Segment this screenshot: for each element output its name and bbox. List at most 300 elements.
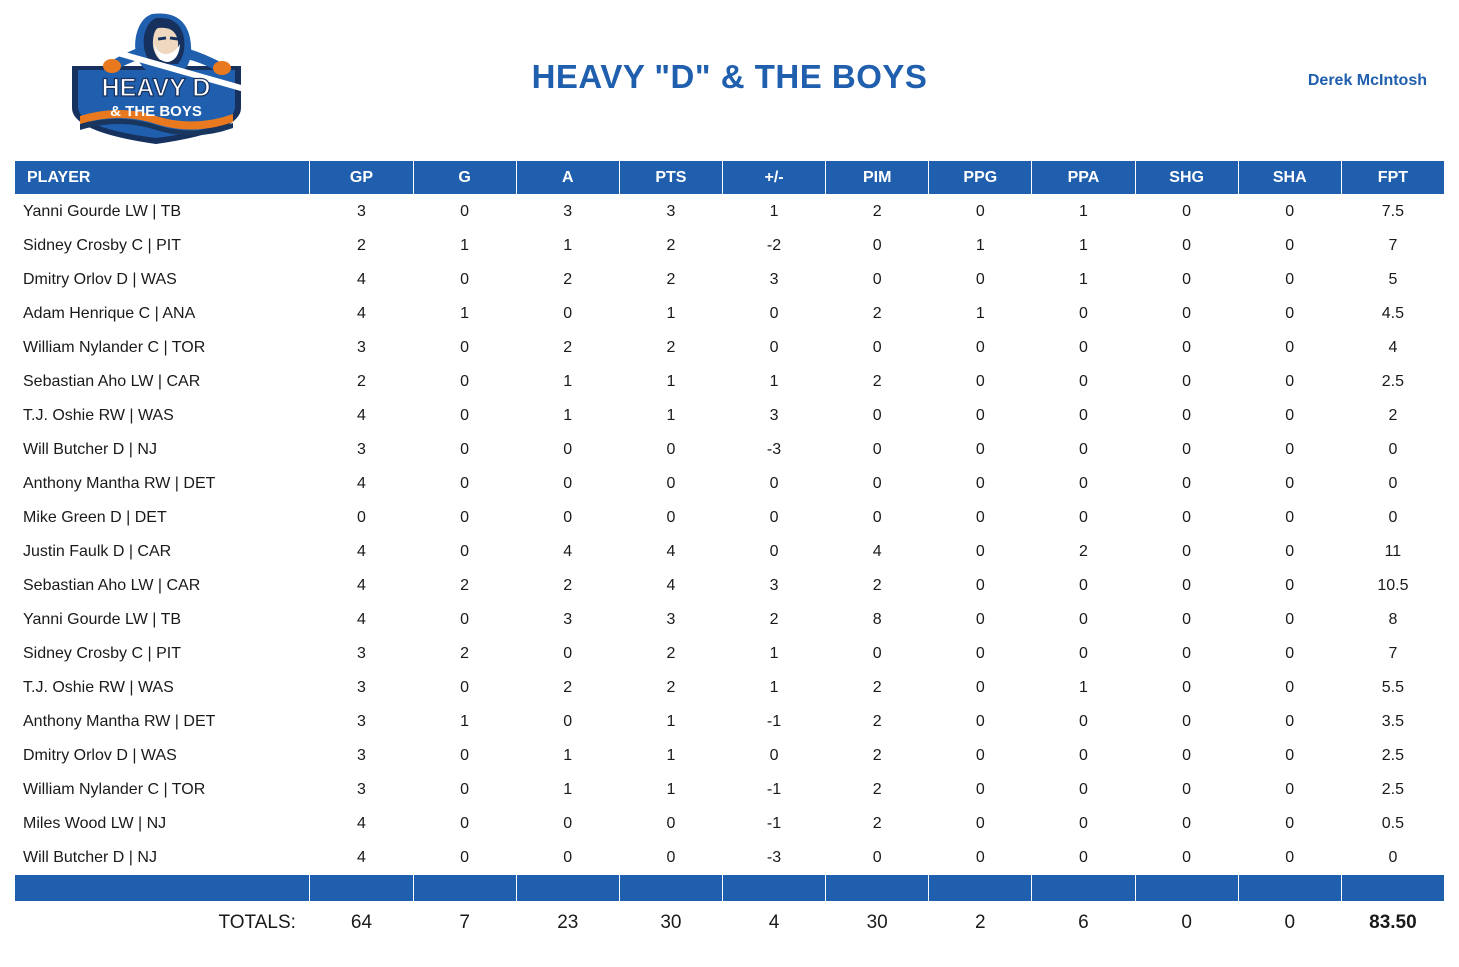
stat-cell-sha: 0	[1238, 671, 1341, 705]
stat-cell-pim: 4	[826, 535, 929, 569]
table-row	[15, 773, 1445, 807]
stat-cell-fpt: 2.5	[1341, 773, 1444, 807]
table-header-row	[15, 161, 1445, 195]
stat-cell-a: 2	[516, 569, 619, 603]
stat-cell-g: 0	[413, 399, 516, 433]
stat-cell-pim: 0	[826, 467, 929, 501]
stat-cell-g: 0	[413, 331, 516, 365]
stat-cell-pim: 0	[826, 229, 929, 263]
stat-cell-fpt: 3.5	[1341, 705, 1444, 739]
stat-cell-ppg: 0	[929, 365, 1032, 399]
stat-cell-sha: 0	[1238, 841, 1341, 875]
stat-cell-pm: -1	[722, 807, 825, 841]
stat-cell-fpt: 4	[1341, 331, 1444, 365]
stat-cell-shg: 0	[1135, 229, 1238, 263]
column-header-ppg[interactable]: PPG	[929, 161, 1032, 195]
stat-cell-pts: 3	[619, 195, 722, 229]
stat-cell-fpt: 4.5	[1341, 297, 1444, 331]
stat-cell-ppa: 0	[1032, 569, 1135, 603]
stat-cell-gp: 3	[310, 637, 413, 671]
stat-cell-gp: 4	[310, 569, 413, 603]
totals-row	[15, 902, 1445, 945]
stat-cell-ppg: 0	[929, 603, 1032, 637]
stat-cell-pm: 0	[722, 467, 825, 501]
stat-cell-gp: 3	[310, 739, 413, 773]
stat-cell-pm: 3	[722, 399, 825, 433]
stat-cell-ppa: 1	[1032, 671, 1135, 705]
stat-cell-fpt: 0	[1341, 433, 1444, 467]
stat-cell-ppg: 0	[929, 501, 1032, 535]
stat-cell-pim: 0	[826, 263, 929, 297]
stat-cell-ppa: 0	[1032, 467, 1135, 501]
stat-cell-gp: 4	[310, 399, 413, 433]
stat-cell-sha: 0	[1238, 569, 1341, 603]
page-header	[0, 0, 1459, 152]
table-row	[15, 501, 1445, 535]
stat-cell-fpt: 8	[1341, 603, 1444, 637]
stat-cell-pm: -1	[722, 705, 825, 739]
stat-cell-g: 2	[413, 637, 516, 671]
player-name-cell: Sebastian Aho LW | CAR	[15, 365, 310, 399]
totals-cell-ppg: 2	[929, 902, 1032, 945]
stat-cell-a: 3	[516, 195, 619, 229]
stat-cell-ppa: 0	[1032, 365, 1135, 399]
stat-cell-pim: 2	[826, 705, 929, 739]
stat-cell-ppg: 0	[929, 467, 1032, 501]
stat-cell-pim: 0	[826, 637, 929, 671]
stat-cell-a: 0	[516, 807, 619, 841]
totals-cell-g: 7	[413, 902, 516, 945]
table-row	[15, 195, 1445, 229]
stat-cell-pts: 1	[619, 399, 722, 433]
stat-cell-fpt: 11	[1341, 535, 1444, 569]
stat-cell-pim: 8	[826, 603, 929, 637]
stat-cell-pts: 1	[619, 705, 722, 739]
stat-cell-ppg: 0	[929, 705, 1032, 739]
stat-cell-pts: 0	[619, 501, 722, 535]
stat-cell-gp: 2	[310, 229, 413, 263]
stat-cell-sha: 0	[1238, 263, 1341, 297]
stat-cell-a: 0	[516, 501, 619, 535]
stat-cell-g: 0	[413, 467, 516, 501]
stat-cell-ppa: 0	[1032, 637, 1135, 671]
totals-cell-pim: 30	[826, 902, 929, 945]
divider-cell	[15, 875, 310, 902]
stat-cell-pts: 2	[619, 331, 722, 365]
stat-cell-pim: 2	[826, 807, 929, 841]
logo-text-top: HEAVY D	[101, 74, 211, 102]
stat-cell-fpt: 2	[1341, 399, 1444, 433]
player-name-cell: Mike Green D | DET	[15, 501, 310, 535]
player-stats-table	[14, 160, 1445, 944]
stat-cell-pim: 0	[826, 399, 929, 433]
stat-cell-pts: 2	[619, 637, 722, 671]
stat-cell-shg: 0	[1135, 331, 1238, 365]
stat-cell-fpt: 7.5	[1341, 195, 1444, 229]
column-header-shg[interactable]: SHG	[1135, 161, 1238, 195]
stat-cell-a: 1	[516, 773, 619, 807]
stat-cell-g: 0	[413, 671, 516, 705]
stat-cell-ppa: 0	[1032, 433, 1135, 467]
stat-cell-ppa: 1	[1032, 263, 1135, 297]
column-header-g[interactable]: G	[413, 161, 516, 195]
stat-cell-shg: 0	[1135, 739, 1238, 773]
stat-cell-sha: 0	[1238, 807, 1341, 841]
player-name-cell: Miles Wood LW | NJ	[15, 807, 310, 841]
player-name-cell: Dmitry Orlov D | WAS	[15, 263, 310, 297]
stat-cell-fpt: 7	[1341, 229, 1444, 263]
stat-cell-pts: 4	[619, 569, 722, 603]
stat-cell-shg: 0	[1135, 433, 1238, 467]
stat-cell-shg: 0	[1135, 773, 1238, 807]
stat-cell-pts: 0	[619, 467, 722, 501]
totals-cell-ppa: 6	[1032, 902, 1135, 945]
stat-cell-gp: 4	[310, 263, 413, 297]
stat-cell-a: 0	[516, 433, 619, 467]
stat-cell-ppg: 0	[929, 399, 1032, 433]
table-row	[15, 467, 1445, 501]
stat-cell-g: 0	[413, 433, 516, 467]
stat-cell-ppg: 0	[929, 535, 1032, 569]
stat-cell-a: 3	[516, 603, 619, 637]
logo-text-bottom: & THE BOYS	[110, 103, 202, 120]
table-row	[15, 229, 1445, 263]
stat-cell-fpt: 0	[1341, 501, 1444, 535]
stat-cell-shg: 0	[1135, 399, 1238, 433]
stat-cell-pts: 2	[619, 229, 722, 263]
stat-cell-pts: 2	[619, 671, 722, 705]
player-name-cell: Sidney Crosby C | PIT	[15, 637, 310, 671]
stat-cell-sha: 0	[1238, 773, 1341, 807]
stat-cell-pm: 3	[722, 263, 825, 297]
stat-cell-pm: 2	[722, 603, 825, 637]
stat-cell-sha: 0	[1238, 229, 1341, 263]
column-header-pim[interactable]: PIM	[826, 161, 929, 195]
stat-cell-a: 1	[516, 399, 619, 433]
stat-cell-ppg: 1	[929, 297, 1032, 331]
stat-cell-ppa: 0	[1032, 841, 1135, 875]
divider-cell	[826, 875, 929, 902]
column-header-ppa[interactable]: PPA	[1032, 161, 1135, 195]
stat-cell-a: 0	[516, 841, 619, 875]
table-row	[15, 637, 1445, 671]
player-name-cell: Yanni Gourde LW | TB	[15, 195, 310, 229]
stat-cell-ppg: 0	[929, 331, 1032, 365]
stat-cell-pts: 4	[619, 535, 722, 569]
column-header-a[interactable]: A	[516, 161, 619, 195]
stat-cell-fpt: 2.5	[1341, 739, 1444, 773]
stat-cell-shg: 0	[1135, 297, 1238, 331]
stat-cell-sha: 0	[1238, 739, 1341, 773]
stat-cell-sha: 0	[1238, 297, 1341, 331]
stat-cell-ppg: 0	[929, 263, 1032, 297]
stat-cell-g: 0	[413, 841, 516, 875]
totals-cell-fpt: 83.50	[1341, 902, 1444, 945]
player-name-cell: Justin Faulk D | CAR	[15, 535, 310, 569]
totals-label: TOTALS:	[15, 902, 310, 945]
stat-cell-sha: 0	[1238, 603, 1341, 637]
table-row	[15, 433, 1445, 467]
stat-cell-shg: 0	[1135, 569, 1238, 603]
column-header-plusminus[interactable]: +/-	[722, 161, 825, 195]
stat-cell-shg: 0	[1135, 195, 1238, 229]
stat-cell-shg: 0	[1135, 263, 1238, 297]
stat-cell-pm: 0	[722, 535, 825, 569]
player-name-cell: Anthony Mantha RW | DET	[15, 705, 310, 739]
stat-cell-g: 0	[413, 603, 516, 637]
stat-cell-gp: 4	[310, 467, 413, 501]
stat-cell-sha: 0	[1238, 535, 1341, 569]
player-name-cell: Dmitry Orlov D | WAS	[15, 739, 310, 773]
stat-cell-gp: 4	[310, 841, 413, 875]
table-row	[15, 603, 1445, 637]
stat-cell-sha: 0	[1238, 467, 1341, 501]
table-row	[15, 569, 1445, 603]
stat-cell-pm: 1	[722, 365, 825, 399]
stat-cell-pim: 2	[826, 773, 929, 807]
table-row	[15, 671, 1445, 705]
stat-cell-pim: 2	[826, 671, 929, 705]
totals-cell-sha: 0	[1238, 902, 1341, 945]
stat-cell-gp: 3	[310, 195, 413, 229]
stat-cell-pts: 2	[619, 263, 722, 297]
divider-cell	[1341, 875, 1444, 902]
totals-cell-pts: 30	[619, 902, 722, 945]
stat-cell-pm: -2	[722, 229, 825, 263]
stat-cell-gp: 2	[310, 365, 413, 399]
stat-cell-a: 1	[516, 739, 619, 773]
stat-cell-gp: 3	[310, 433, 413, 467]
table-divider-row	[15, 875, 1445, 902]
player-name-cell: Sebastian Aho LW | CAR	[15, 569, 310, 603]
stat-cell-g: 0	[413, 739, 516, 773]
stat-cell-pts: 3	[619, 603, 722, 637]
table-row	[15, 297, 1445, 331]
stat-cell-shg: 0	[1135, 637, 1238, 671]
divider-cell	[929, 875, 1032, 902]
stat-cell-pim: 0	[826, 433, 929, 467]
player-name-cell: Anthony Mantha RW | DET	[15, 467, 310, 501]
totals-cell-a: 23	[516, 902, 619, 945]
stat-cell-g: 2	[413, 569, 516, 603]
stat-cell-sha: 0	[1238, 705, 1341, 739]
player-name-cell: T.J. Oshie RW | WAS	[15, 399, 310, 433]
stat-cell-ppa: 0	[1032, 297, 1135, 331]
table-row	[15, 807, 1445, 841]
divider-cell	[1238, 875, 1341, 902]
stat-cell-pts: 1	[619, 773, 722, 807]
stat-cell-a: 0	[516, 705, 619, 739]
totals-cell-pm: 4	[722, 902, 825, 945]
stat-cell-pm: -3	[722, 841, 825, 875]
stat-cell-sha: 0	[1238, 501, 1341, 535]
stat-cell-ppg: 0	[929, 739, 1032, 773]
stat-cell-fpt: 2.5	[1341, 365, 1444, 399]
stat-cell-a: 4	[516, 535, 619, 569]
stat-cell-gp: 4	[310, 535, 413, 569]
stat-cell-pim: 2	[826, 297, 929, 331]
stats-table-container	[14, 160, 1445, 944]
stat-cell-ppg: 0	[929, 569, 1032, 603]
stat-cell-ppg: 0	[929, 671, 1032, 705]
stat-cell-g: 0	[413, 807, 516, 841]
player-name-cell: William Nylander C | TOR	[15, 331, 310, 365]
divider-cell	[619, 875, 722, 902]
stat-cell-pm: 1	[722, 637, 825, 671]
stat-cell-g: 1	[413, 229, 516, 263]
stat-cell-fpt: 7	[1341, 637, 1444, 671]
stat-cell-sha: 0	[1238, 399, 1341, 433]
stat-cell-g: 0	[413, 773, 516, 807]
table-row	[15, 841, 1445, 875]
table-row	[15, 365, 1445, 399]
stat-cell-pim: 0	[826, 501, 929, 535]
stat-cell-ppa: 0	[1032, 739, 1135, 773]
stat-cell-ppa: 2	[1032, 535, 1135, 569]
stat-cell-ppg: 0	[929, 637, 1032, 671]
stat-cell-ppa: 0	[1032, 705, 1135, 739]
stat-cell-fpt: 5	[1341, 263, 1444, 297]
stat-cell-fpt: 0.5	[1341, 807, 1444, 841]
stat-cell-gp: 0	[310, 501, 413, 535]
stat-cell-ppa: 0	[1032, 501, 1135, 535]
stat-cell-pts: 1	[619, 365, 722, 399]
stat-cell-fpt: 10.5	[1341, 569, 1444, 603]
page-title: HEAVY "D" & THE BOYS	[531, 58, 928, 95]
player-name-cell: Will Butcher D | NJ	[15, 841, 310, 875]
stat-cell-a: 2	[516, 263, 619, 297]
stat-cell-sha: 0	[1238, 331, 1341, 365]
table-row	[15, 535, 1445, 569]
stat-cell-pm: 3	[722, 569, 825, 603]
stat-cell-a: 2	[516, 331, 619, 365]
stat-cell-ppa: 0	[1032, 807, 1135, 841]
stat-cell-pim: 2	[826, 365, 929, 399]
stat-cell-g: 1	[413, 297, 516, 331]
stat-cell-pts: 0	[619, 807, 722, 841]
stat-cell-pts: 0	[619, 433, 722, 467]
stat-cell-shg: 0	[1135, 365, 1238, 399]
stat-cell-pim: 2	[826, 195, 929, 229]
stat-cell-pm: -3	[722, 433, 825, 467]
table-row	[15, 705, 1445, 739]
stat-cell-a: 1	[516, 229, 619, 263]
stat-cell-ppa: 0	[1032, 399, 1135, 433]
stat-cell-fpt: 0	[1341, 467, 1444, 501]
divider-cell	[516, 875, 619, 902]
player-name-cell: Sidney Crosby C | PIT	[15, 229, 310, 263]
totals-cell-shg: 0	[1135, 902, 1238, 945]
stat-cell-pim: 0	[826, 841, 929, 875]
stat-cell-shg: 0	[1135, 535, 1238, 569]
player-name-cell: Will Butcher D | NJ	[15, 433, 310, 467]
stat-cell-pm: 0	[722, 739, 825, 773]
divider-cell	[310, 875, 413, 902]
table-body	[15, 195, 1445, 945]
column-header-sha[interactable]: SHA	[1238, 161, 1341, 195]
table-row	[15, 739, 1445, 773]
stat-cell-pim: 2	[826, 569, 929, 603]
player-name-cell: William Nylander C | TOR	[15, 773, 310, 807]
stat-cell-sha: 0	[1238, 637, 1341, 671]
column-header-player[interactable]: PLAYER	[15, 161, 310, 195]
divider-cell	[722, 875, 825, 902]
stat-cell-gp: 3	[310, 671, 413, 705]
stat-cell-pim: 0	[826, 331, 929, 365]
stat-cell-sha: 0	[1238, 195, 1341, 229]
player-name-cell: Adam Henrique C | ANA	[15, 297, 310, 331]
stat-cell-a: 0	[516, 467, 619, 501]
stat-cell-pm: 1	[722, 671, 825, 705]
stat-cell-a: 2	[516, 671, 619, 705]
stat-cell-ppg: 0	[929, 433, 1032, 467]
team-owner-name: Derek McIntosh	[1307, 72, 1427, 89]
stat-cell-shg: 0	[1135, 671, 1238, 705]
stat-cell-g: 0	[413, 263, 516, 297]
stat-cell-g: 0	[413, 535, 516, 569]
stat-cell-pm: 0	[722, 501, 825, 535]
stat-cell-ppa: 0	[1032, 773, 1135, 807]
column-header-gp[interactable]: GP	[310, 161, 413, 195]
stat-cell-g: 0	[413, 195, 516, 229]
stat-cell-pim: 2	[826, 739, 929, 773]
stat-cell-gp: 4	[310, 603, 413, 637]
player-name-cell: Yanni Gourde LW | TB	[15, 603, 310, 637]
table-row	[15, 331, 1445, 365]
stat-cell-gp: 3	[310, 773, 413, 807]
stat-cell-pm: 0	[722, 331, 825, 365]
stat-cell-g: 0	[413, 501, 516, 535]
stat-cell-shg: 0	[1135, 467, 1238, 501]
stat-cell-pts: 1	[619, 739, 722, 773]
stat-cell-gp: 3	[310, 331, 413, 365]
stat-cell-fpt: 5.5	[1341, 671, 1444, 705]
divider-cell	[1135, 875, 1238, 902]
divider-cell	[413, 875, 516, 902]
stat-cell-ppg: 0	[929, 773, 1032, 807]
stat-cell-pts: 0	[619, 841, 722, 875]
stat-cell-ppa: 1	[1032, 229, 1135, 263]
stat-cell-pm: 0	[722, 297, 825, 331]
stat-cell-ppg: 0	[929, 195, 1032, 229]
stat-cell-sha: 0	[1238, 365, 1341, 399]
totals-cell-gp: 64	[310, 902, 413, 945]
stat-cell-sha: 0	[1238, 433, 1341, 467]
stat-cell-shg: 0	[1135, 501, 1238, 535]
table-row	[15, 263, 1445, 297]
stat-cell-fpt: 0	[1341, 841, 1444, 875]
stat-cell-ppa: 0	[1032, 603, 1135, 637]
table-row	[15, 399, 1445, 433]
column-header-pts[interactable]: PTS	[619, 161, 722, 195]
stat-cell-g: 0	[413, 365, 516, 399]
stat-cell-shg: 0	[1135, 705, 1238, 739]
stat-cell-pts: 1	[619, 297, 722, 331]
stat-cell-a: 0	[516, 637, 619, 671]
column-header-fpt[interactable]: FPT	[1341, 161, 1444, 195]
stat-cell-gp: 4	[310, 297, 413, 331]
divider-cell	[1032, 875, 1135, 902]
stat-cell-g: 1	[413, 705, 516, 739]
stat-cell-ppg: 0	[929, 841, 1032, 875]
stat-cell-shg: 0	[1135, 841, 1238, 875]
stat-cell-a: 1	[516, 365, 619, 399]
stat-cell-ppa: 1	[1032, 195, 1135, 229]
stat-cell-ppg: 0	[929, 807, 1032, 841]
stat-cell-ppa: 0	[1032, 331, 1135, 365]
stat-cell-pm: 1	[722, 195, 825, 229]
stat-cell-ppg: 1	[929, 229, 1032, 263]
